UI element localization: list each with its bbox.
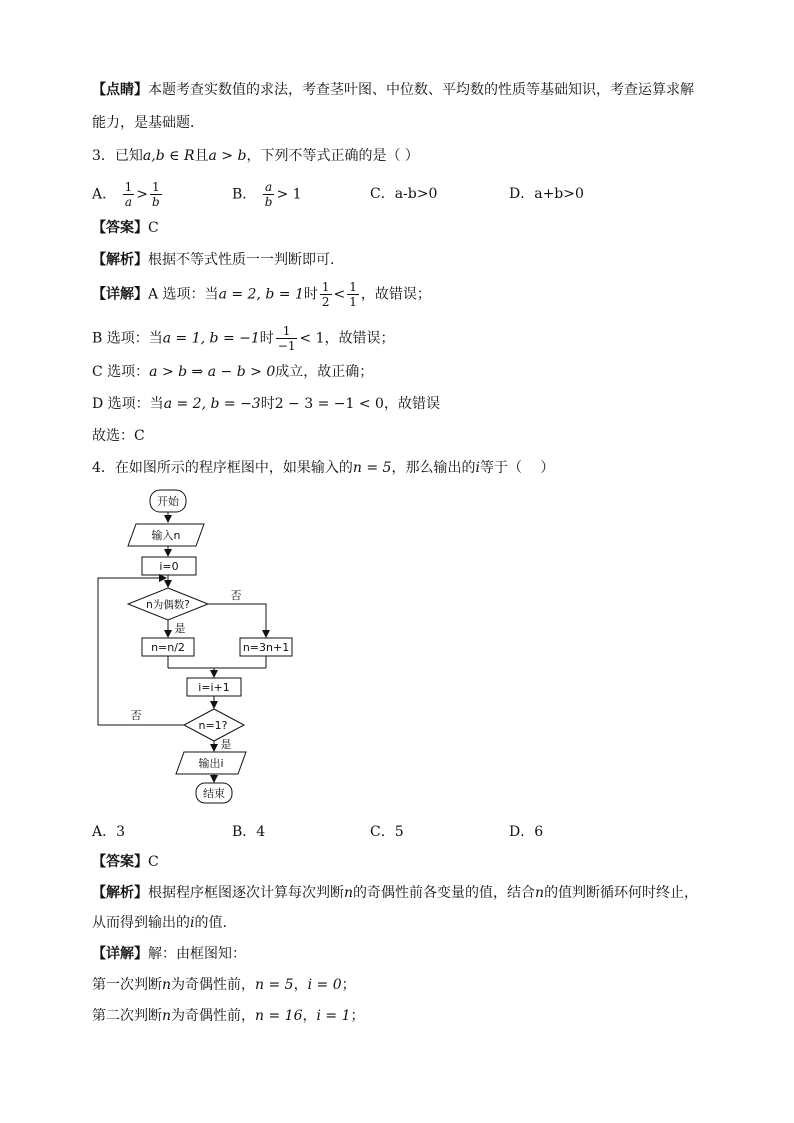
flow-no1-label: 否	[230, 589, 242, 602]
detail-math: a > b ⇒ a − b > 0	[149, 364, 276, 380]
step-text: ；	[350, 1008, 365, 1024]
flow-init-label: i=0	[159, 560, 179, 573]
q3-option-a-relation: >	[136, 186, 148, 203]
fraction-numerator: 1	[321, 280, 330, 294]
q4-stem-text-3: 等于（ ）	[479, 460, 555, 476]
analysis-text: 根据不等式性质一一判断即可.	[148, 252, 335, 268]
analysis-text: 的值.	[194, 915, 227, 931]
answer-tag: 【答案】	[92, 854, 148, 870]
step-math: i = 1	[316, 1008, 351, 1024]
detail-relation: < 1	[299, 330, 325, 347]
q3-stem-math-1: a,b ∈ R	[142, 148, 195, 164]
flow-even-label: n=n/2	[151, 641, 185, 654]
q3-stem-text-3: ，下列不等式正确的是（ ）	[246, 148, 419, 164]
analysis-tag: 【解析】	[92, 252, 148, 268]
q3-choose: 故选：C	[92, 428, 145, 444]
q3-option-c: C．a-b>0	[370, 186, 438, 202]
answer-value: C	[148, 854, 159, 870]
detail-math: a = 2, b = −3	[163, 396, 261, 412]
detail-text: ，故错误；	[324, 330, 395, 347]
q4-option-c: C．5	[370, 824, 404, 840]
detail-text: 解：由框图知：	[148, 946, 246, 962]
fraction-denominator: −1	[277, 339, 296, 353]
q4-stem-text: 4．在如图所示的程序框图中，如果输入的	[92, 460, 353, 476]
step-text: 为奇偶性前，	[171, 1008, 256, 1024]
q4-option-a: A．3	[92, 824, 126, 840]
q3-stem-text-2: 且	[194, 148, 209, 164]
detail-text: 时	[260, 396, 275, 412]
detail-relation: <	[333, 286, 346, 303]
q4-detail	[92, 944, 246, 964]
detail-text: ，故错误	[383, 396, 440, 412]
step-math: n	[162, 1008, 172, 1024]
analysis-text: 根据程序框图逐次计算每次判断	[148, 885, 344, 901]
step-text: ；	[341, 977, 356, 993]
detail-text: 成立，故正确；	[275, 364, 374, 380]
q4-step-1	[92, 975, 356, 995]
flow-inc-label: i=i+1	[198, 681, 230, 694]
flow-odd-label: n=3n+1	[242, 641, 290, 654]
step-text: 第二次判断	[92, 1008, 162, 1024]
detail-text: A 选项：当	[148, 286, 219, 303]
step-math: n	[162, 977, 172, 993]
detail-text: B 选项：当	[92, 330, 163, 347]
flow-no2-label: 否	[130, 709, 142, 722]
fraction-denominator: 2	[321, 295, 330, 309]
q4-stem-math-2: i	[475, 460, 480, 476]
answer-value: C	[148, 220, 159, 236]
analysis-text: 的值判断循环何时终止，	[544, 885, 699, 901]
fraction-denominator: b	[151, 195, 160, 209]
step-text: 第一次判断	[92, 977, 162, 993]
q4-option-d: D．6	[509, 824, 544, 840]
remark-text-1: 本题考查实数值的求法，考查茎叶图、中位数、平均数的性质等基础知识，考查运算求解	[148, 82, 694, 98]
detail-tag: 【详解】	[92, 946, 148, 962]
step-math: n = 16	[255, 1008, 303, 1024]
flow-start-label: 开始	[157, 495, 179, 508]
q3-stem-math-2: a > b	[208, 148, 247, 164]
analysis-math: i	[190, 915, 195, 931]
flow-yes1-label: 是	[174, 622, 186, 635]
detail-text: ，故错误；	[360, 286, 431, 303]
analysis-text: 从而得到输出的	[92, 915, 190, 931]
analysis-math: n	[344, 885, 354, 901]
analysis-math: n	[535, 885, 545, 901]
detail-text: 时	[259, 330, 274, 347]
fraction-numerator: a	[263, 180, 275, 195]
q4-stem-math: n = 5	[352, 460, 392, 476]
flow-cond1-label: n为偶数?	[146, 599, 190, 611]
q4-answer	[92, 852, 159, 872]
fraction-numerator: 1	[349, 280, 357, 294]
flow-end-label: 结束	[203, 787, 225, 800]
q4-option-b: B．4	[232, 824, 266, 840]
remark-text-2: 能力，是基础题．	[92, 115, 204, 131]
fraction-denominator: a	[124, 195, 132, 209]
step-math: n = 5	[255, 977, 294, 993]
flow-cond2-label: n=1?	[198, 719, 228, 732]
detail-math: a = 1, b = −1	[162, 330, 260, 347]
q3-stem-text: 3．已知	[92, 148, 143, 164]
fraction-denominator: b	[264, 195, 273, 209]
q4-analysis-1	[92, 883, 698, 903]
detail-text: C 选项：	[92, 364, 150, 380]
detail-math: a = 2, b = 1	[218, 286, 304, 303]
flow-output-label: 输出i	[198, 757, 224, 770]
q4-step-2	[92, 1006, 365, 1026]
analysis-tag: 【解析】	[92, 885, 148, 901]
q3-option-d: D．a+b>0	[509, 186, 584, 202]
q4-stem-text-2: ，那么输出的	[391, 460, 476, 476]
step-text: 为奇偶性前，	[171, 977, 256, 993]
q4-options	[92, 822, 712, 842]
q3-option-b-label: B．	[232, 186, 257, 203]
q3-option-b-rest: > 1	[276, 186, 302, 203]
fraction-numerator: 1	[124, 180, 133, 194]
fraction-denominator: 1	[349, 295, 357, 309]
step-math: i = 0	[307, 977, 342, 993]
flow-yes2-label: 是	[220, 738, 232, 751]
detail-tag: 【详解】	[92, 286, 148, 303]
fraction-numerator: 1	[276, 324, 298, 339]
remark-tag: 【点睛】	[92, 82, 148, 98]
detail-text: 时	[303, 286, 318, 303]
step-text: ，	[302, 1008, 317, 1024]
step-text: ，	[293, 977, 308, 993]
analysis-text: 的奇偶性前各变量的值，结合	[353, 885, 536, 901]
detail-text: D 选项：当	[92, 396, 164, 412]
flow-input-label: 输入n	[151, 529, 181, 542]
answer-tag: 【答案】	[92, 220, 148, 236]
fraction-numerator: 1	[150, 180, 162, 195]
q4-analysis-2	[92, 913, 227, 933]
detail-math: 2 − 3 = −1 < 0	[274, 396, 384, 412]
q3-option-a-label: A．	[92, 186, 117, 203]
